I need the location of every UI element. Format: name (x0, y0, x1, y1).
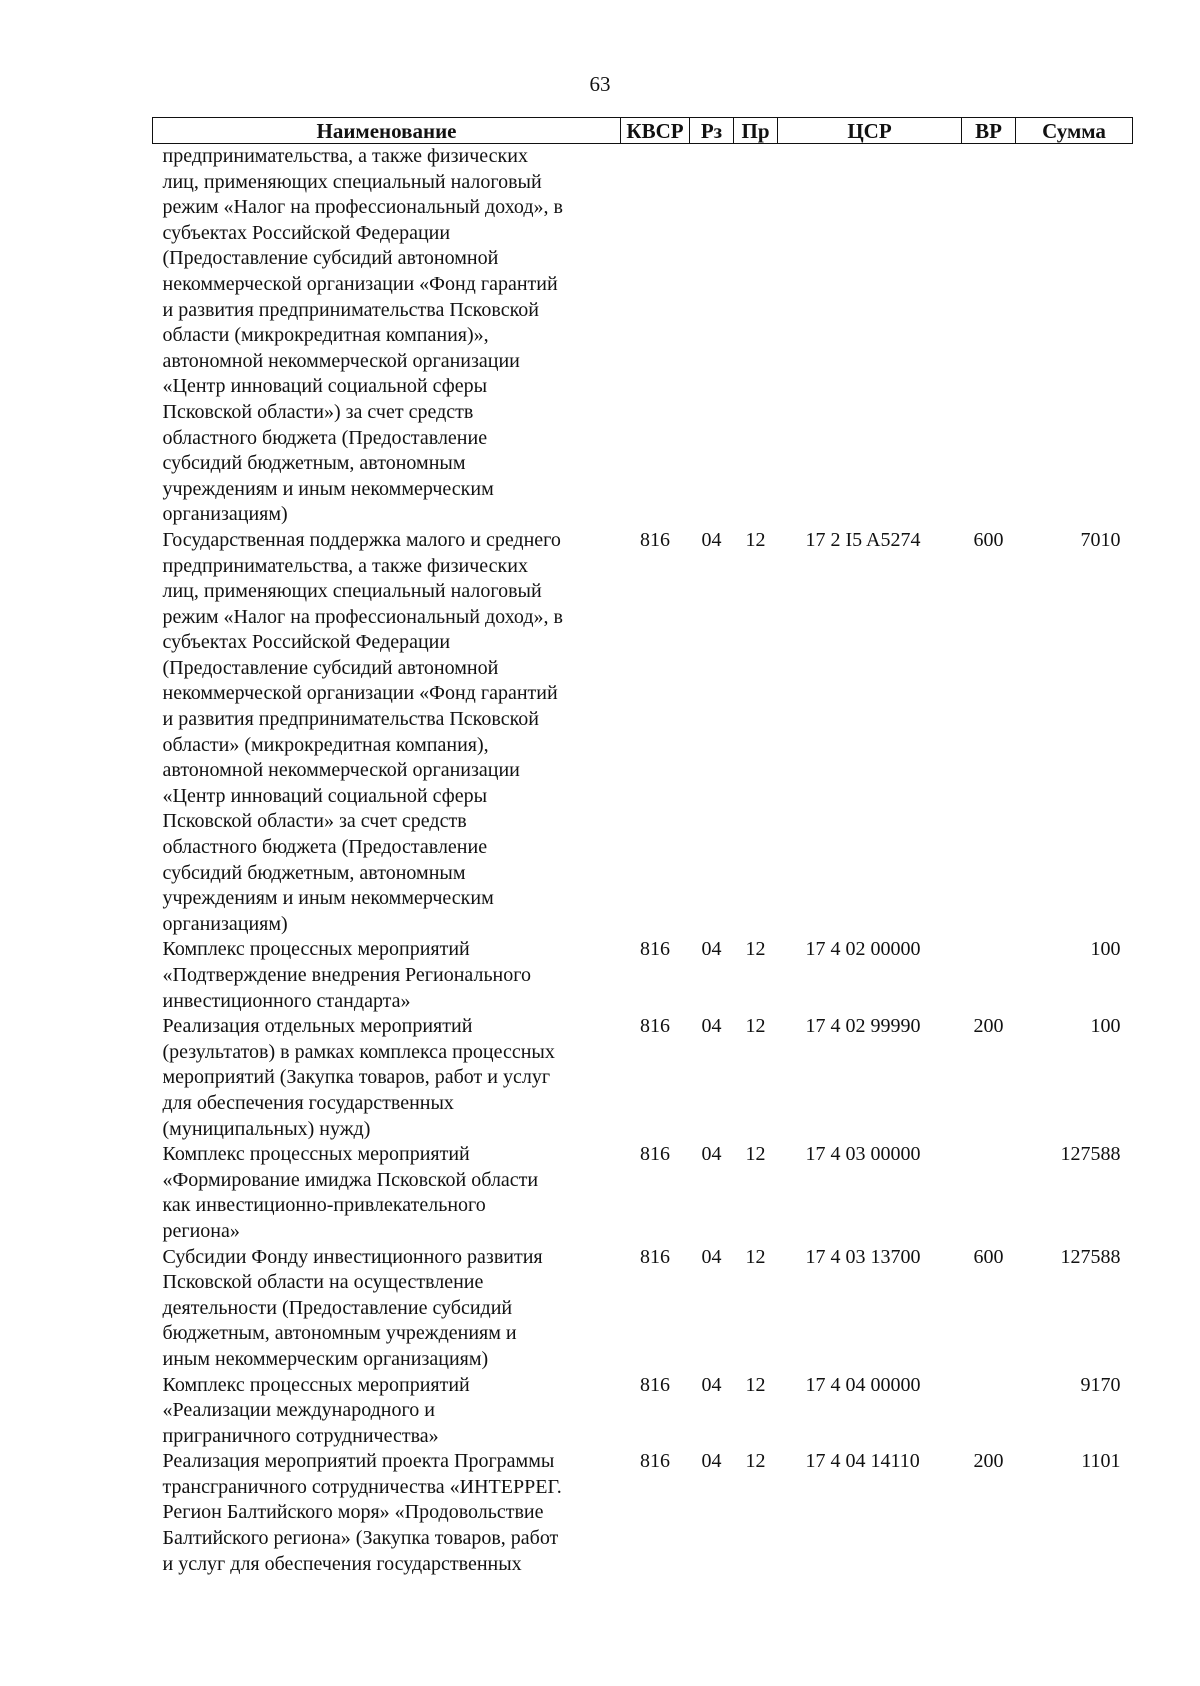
cell-vr: 600 (973, 528, 1004, 551)
cell-rz: 04 (701, 528, 722, 551)
cell-vr: 200 (973, 1450, 1004, 1473)
cell-rz: 04 (701, 1373, 722, 1396)
cell-rz: 04 (701, 1450, 722, 1473)
cell-vr (962, 937, 1016, 1014)
cell-rz: 04 (701, 1245, 722, 1268)
cell-csr: 17 2 I5 A5274 (805, 528, 921, 551)
cell-pr (734, 144, 778, 528)
cell-pr: 12 (745, 528, 766, 551)
cell-sum: 7010 (1080, 528, 1121, 551)
header-kvsr: КВСР (621, 118, 690, 144)
cell-kvsr (621, 144, 690, 528)
cell-kvsr: 816 (640, 938, 670, 961)
cell-sum: 127588 (1060, 1143, 1121, 1166)
cell-sum: 127588 (1060, 1245, 1121, 1268)
cell-rz: 04 (701, 1015, 722, 1038)
cell-pr: 12 (745, 1373, 766, 1396)
cell-csr: 17 4 03 00000 (805, 1143, 921, 1166)
header-name: Наименование (153, 118, 621, 144)
budget-table (152, 117, 1133, 1577)
cell-vr (962, 1373, 1016, 1450)
cell-kvsr: 816 (640, 528, 670, 551)
cell-pr: 12 (745, 1450, 766, 1473)
header-sum: Сумма (1016, 118, 1133, 144)
header-row (153, 118, 1133, 144)
cell-csr: 17 4 04 00000 (805, 1373, 921, 1396)
table-row (153, 1014, 1133, 1142)
cell-csr: 17 4 03 13700 (805, 1245, 921, 1268)
cell-sum: 100 (1090, 938, 1121, 961)
cell-pr: 12 (745, 938, 766, 961)
cell-rz (690, 144, 734, 528)
header-vr: ВР (962, 118, 1016, 144)
cell-pr: 12 (745, 1143, 766, 1166)
cell-name: Реализация мероприятий проекта Программы трансграничного сотрудничества «ИНТЕРРЕГ. Регион Балтийского моря» «Продовольствие Балтийского региона» (Закупка товаров, работ и услуг для обеспечения государственных (162, 1450, 562, 1575)
cell-sum: 9170 (1080, 1373, 1121, 1396)
cell-csr: 17 4 02 00000 (805, 938, 921, 961)
cell-kvsr: 816 (640, 1450, 670, 1473)
cell-csr: 17 4 04 14110 (805, 1450, 920, 1473)
cell-pr: 12 (745, 1245, 766, 1268)
table-row (153, 1373, 1133, 1450)
cell-sum: 1101 (1081, 1450, 1121, 1473)
table-header (153, 118, 1133, 144)
cell-name: Комплекс процессных мероприятий «Реализации международного и приграничного сотрудничества» (162, 1373, 470, 1447)
cell-vr (962, 1142, 1016, 1244)
cell-rz: 04 (701, 1143, 722, 1166)
table-row (153, 528, 1133, 938)
cell-vr: 200 (973, 1015, 1004, 1038)
cell-kvsr: 816 (640, 1015, 670, 1038)
table-row (153, 937, 1133, 1014)
cell-vr (962, 144, 1016, 528)
cell-kvsr: 816 (640, 1373, 670, 1396)
cell-rz: 04 (701, 938, 722, 961)
table-body (153, 144, 1133, 1578)
cell-sum: 100 (1090, 1015, 1121, 1038)
cell-name: Государственная поддержка малого и среднего предпринимательства, а также физических лиц, применяющих специальный налоговый режим «Налог на профессиональный доход», в субъектах Российской Федерации (Предоставление субсидий автономной некоммерческой организации «Фонд гарантий и развития предпринимательства Псковской области» (микрокредитная компания), автономной некоммерческой организации «Центр инноваций социальной сферы Псковской области» за счет средств областного бюджета (Предоставление субсидий бюджетным, автономным учреждениям и иным некоммерческим организациям) (162, 528, 563, 935)
cell-name: предпринимательства, а также физических лиц, применяющих специальный налоговый режим «Налог на профессиональный доход», в субъектах Российской Федерации (Предоставление субсидий автономной некоммерческой организации «Фонд гарантий и развития предпринимательства Псковской области (микрокредитная компания)», автономной некоммерческой организации «Центр инноваций социальной сферы Псковской области») за счет средств областного бюджета (Предоставление субсидий бюджетным, автономным учреждениям и иным некоммерческим организациям) (162, 145, 563, 526)
header-rz: Рз (690, 118, 734, 144)
cell-pr: 12 (745, 1015, 766, 1038)
table-row (153, 1142, 1133, 1244)
cell-csr: 17 4 02 99990 (805, 1015, 921, 1038)
page-number: 63 (589, 72, 611, 96)
cell-kvsr: 816 (640, 1245, 670, 1268)
table-row (153, 1449, 1133, 1577)
header-csr: ЦСР (778, 118, 962, 144)
cell-sum (1016, 144, 1133, 528)
cell-name: Субсидии Фонду инвестиционного развития Псковской области на осуществление деятельности (Предоставление субсидий бюджетным, автономным учреждениям и иным некоммерческим организациям) (162, 1245, 543, 1370)
cell-name: Реализация отдельных мероприятий (результатов) в рамках комплекса процессных мероприятий (Закупка товаров, работ и услуг для обеспечения государственных (муниципальных) нужд) (162, 1015, 555, 1140)
header-pr: Пр (734, 118, 778, 144)
cell-vr: 600 (973, 1245, 1004, 1268)
cell-name: Комплекс процессных мероприятий «Подтверждение внедрения Регионального инвестиционного стандарта» (162, 938, 531, 1012)
table-row (153, 144, 1133, 528)
cell-name: Комплекс процессных мероприятий «Формирование имиджа Псковской области как инвестиционно-привлекательного региона» (162, 1143, 539, 1242)
cell-csr (778, 144, 962, 528)
table-row (153, 1245, 1133, 1373)
cell-kvsr: 816 (640, 1143, 670, 1166)
